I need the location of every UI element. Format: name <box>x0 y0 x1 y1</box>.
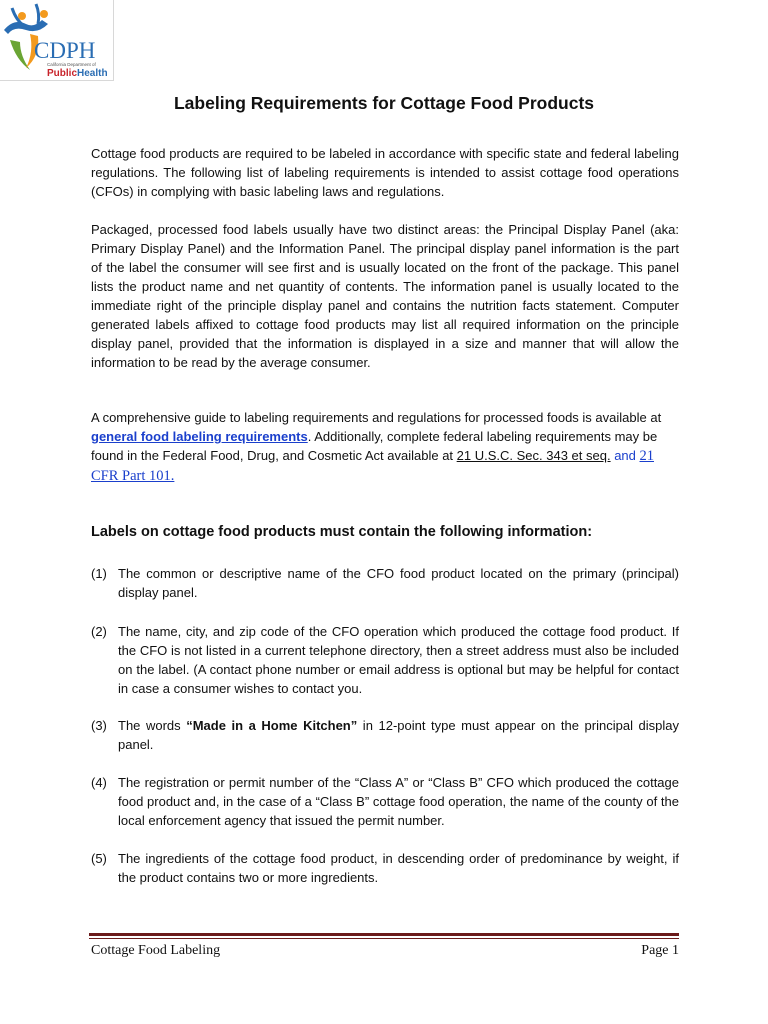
logo-figure-head-orange <box>18 12 26 20</box>
logo-swoosh-green <box>10 40 30 70</box>
list-item <box>91 773 679 830</box>
list-item-text: The registration or permit number of the “Class A” or “Class B” CFO which produced the cottage food product and, in the case of a “Class B” cottage food operation, the name of the county of the local enforcement agency that issued the permit number. <box>118 775 679 828</box>
usc-link[interactable]: 21 U.S.C. Sec. 343 et seq. <box>456 448 611 463</box>
list-item-text: The words “Made in a Home Kitchen” in 12-point type must appear on the principal display panel. <box>118 718 679 752</box>
logo-public-health: PublicHealth <box>47 68 108 79</box>
list-item <box>91 622 679 698</box>
cfr-link[interactable]: 21 CFR Part 101. <box>91 448 654 484</box>
requirements-subheading: Labels on cottage food products must contain the following information: <box>91 524 593 540</box>
list-item-number: (2) <box>91 624 107 639</box>
cdph-logo <box>0 0 114 81</box>
list-item <box>91 716 679 754</box>
list-item-number: (5) <box>91 851 107 866</box>
logo-subtitle: California Department of <box>47 62 96 67</box>
list-item-number: (4) <box>91 775 107 790</box>
list-item-number: (1) <box>91 566 107 581</box>
list-item-text: The ingredients of the cottage food product, in descending order of predominance by weight, if the product contains two or more ingredients. <box>118 851 679 885</box>
made-in-home-kitchen-phrase: “Made in a Home Kitchen” <box>186 718 358 733</box>
footer-divider <box>89 933 679 936</box>
cdph-logo-graphic <box>0 0 113 80</box>
display-panel-paragraph: Packaged, processed food labels usually have two distinct areas: the Principal Display Panel (aka: Primary Display Panel) and the Information Panel. The principal display panel information is the part of the label the consumer will see first and is usually located on the front of the package. This panel lists the product name and net quantity of contents. The information panel is usually located to the immediate right of the principle display panel and contains the nutrition facts statement. Computer generated labels affixed to cottage food products may list all required information on the principle display panel, provided that the information is displayed in a size and manner that will allow the information to be read by the average consumer. <box>91 222 679 370</box>
intro-paragraph: Cottage food products are required to be labeled in accordance with specific state and federal labeling regulations. The following list of labeling requirements is intended to assist cottage food operations (CFOs) in complying with basic labeling laws and regulations. <box>91 146 679 199</box>
list-item-text: The common or descriptive name of the CFO food product located on the primary (principal) display panel. <box>118 566 679 600</box>
logo-swoosh-blue <box>4 20 48 34</box>
list-item <box>91 849 679 887</box>
list-item-number: (3) <box>91 718 107 733</box>
list-item-text: The name, city, and zip code of the CFO operation which produced the cottage food product. If the CFO is not listed in a current telephone directory, then a street address must also be included on the label. (A contact phone number or email address is optional but may be helpful for contact in case a consumer wishes to contact you. <box>118 624 679 696</box>
labeling-guide-paragraph: A comprehensive guide to labeling requirements and regulations for processed foods is available at general food labeling requirements. Additionally, complete federal labeling requirements may be found in the Federal Food, Drug, and Cosmetic Act available at 21 U.S.C. Sec. 343 et seq. and 21 CFR Part 101. <box>91 410 662 484</box>
footer-divider-thin <box>89 938 679 939</box>
logo-figure-head-orange-2 <box>40 10 48 18</box>
page-number: Page 1 <box>641 943 679 958</box>
document-title: Labeling Requirements for Cottage Food Products <box>173 93 595 113</box>
list-item <box>91 564 679 602</box>
logo-abbr: CDPH <box>34 38 96 63</box>
footer-title: Cottage Food Labeling <box>91 943 221 958</box>
general-labeling-link[interactable]: general food labeling requirements <box>91 429 308 444</box>
